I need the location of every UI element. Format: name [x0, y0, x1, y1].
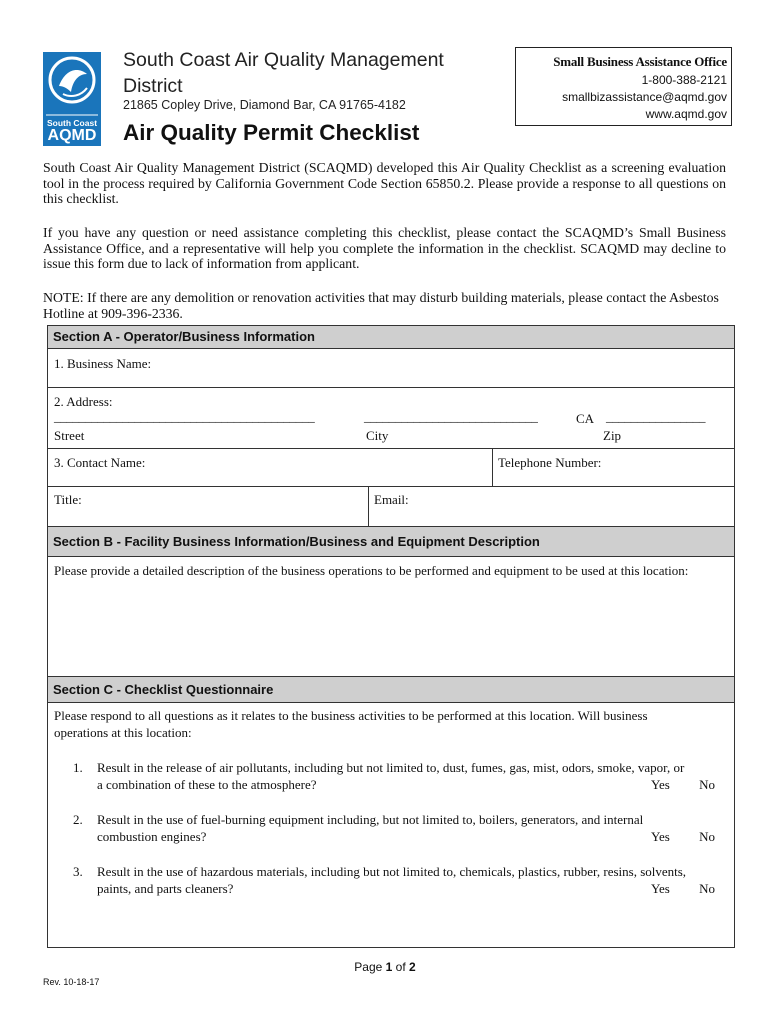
page-total: 2 — [409, 960, 416, 974]
question-3-number: 3. — [73, 864, 83, 879]
section-a-heading: Section A - Operator/Business Information — [48, 325, 734, 349]
page-word: Page — [354, 960, 383, 974]
divider — [48, 448, 734, 449]
page-of: of — [395, 960, 406, 974]
contact-name-label: 3. Contact Name: — [54, 455, 146, 470]
divider — [48, 387, 734, 388]
sba-website: www.aqmd.gov — [645, 107, 727, 121]
street-caption: Street — [54, 428, 85, 443]
zip-field[interactable]: ________________ — [606, 409, 706, 424]
divider — [492, 448, 493, 486]
city-field[interactable]: ____________________________ — [364, 409, 538, 424]
telephone-label: Telephone Number: — [498, 455, 602, 470]
document-title: Air Quality Permit Checklist — [123, 120, 420, 145]
contact-name-field[interactable] — [158, 450, 488, 482]
help-paragraph: If you have any question or need assistance completing this checklist, please contact the SCAQMD’s Small Business Assistance Office, and a representative will help you complete the information in the checklist. SCAQMD may decline to issue this form due to lack of information from applicant. — [43, 225, 726, 272]
title-label: Title: — [54, 492, 82, 507]
sba-title: Small Business Assistance Office — [553, 54, 727, 69]
question-3-text: Result in the use of hazardous materials, including but not limited to, chemicals, plastics, rubber, resins, solvents, — [97, 864, 687, 879]
divider — [368, 486, 369, 526]
divider — [48, 486, 734, 487]
question-2-text-cont: combustion engines? — [97, 829, 207, 844]
question-3-no[interactable]: No — [699, 881, 715, 896]
section-b-prompt: Please provide a detailed description of the business operations to be performed and equipment to be used at this location: — [54, 563, 689, 578]
page-number — [0, 960, 770, 974]
email-label: Email: — [374, 492, 409, 507]
business-name-field[interactable] — [188, 352, 728, 382]
section-c-heading: Section C - Checklist Questionnaire — [48, 676, 734, 703]
sba-phone: 1-800-388-2121 — [641, 73, 727, 87]
asbestos-note: NOTE: If there are any demolition or renovation activities that may disturb building materials, please contact the Asbestos Hotline at 909-396-2336. — [43, 290, 719, 321]
question-2-text: Result in the use of fuel-burning equipment including, but not limited to, boilers, generators, and internal — [97, 812, 644, 827]
business-name-label: 1. Business Name: — [54, 356, 152, 371]
org-name: South Coast Air Quality Management District — [123, 49, 444, 97]
question-2-yes[interactable]: Yes — [650, 829, 670, 844]
question-1-text-cont: a combination of these to the atmosphere? — [97, 777, 317, 792]
business-description-field[interactable] — [54, 582, 728, 674]
aqmd-logo — [43, 52, 101, 146]
zip-caption: Zip — [603, 428, 622, 443]
intro-paragraph: South Coast Air Quality Management District (SCAQMD) developed this Air Quality Checklist as a screening evaluation tool in the process required by California Government Code Section 65850.2. Please provide a response to all questions on this checklist. — [43, 160, 726, 207]
telephone-field[interactable] — [618, 450, 728, 482]
question-3-text-cont: paints, and parts cleaners? — [97, 881, 234, 896]
question-1-yes[interactable]: Yes — [650, 777, 670, 792]
page-current: 1 — [385, 960, 393, 974]
address-label: 2. Address: — [54, 394, 113, 409]
logo-text-aqmd: AQMD — [47, 127, 97, 144]
logo-text-south-coast: South Coast — [46, 118, 98, 128]
section-c-prompt: Please respond to all questions as it relates to the business activities to be performed at this location. Will business operations at this location: — [54, 708, 648, 740]
ca-label: CA — [576, 411, 595, 426]
revision-date: Rev. 10-18-17 — [43, 977, 100, 987]
question-1-number: 1. — [73, 760, 83, 775]
street-field[interactable]: __________________________________________ — [54, 409, 315, 424]
question-2-number: 2. — [73, 812, 83, 827]
email-field[interactable] — [418, 488, 728, 522]
city-caption: City — [366, 428, 389, 443]
question-2-no[interactable]: No — [699, 829, 715, 844]
section-b-heading: Section B - Facility Business Information/Business and Equipment Description — [48, 526, 734, 557]
sba-contact-box — [515, 47, 732, 126]
checklist-form — [47, 325, 735, 948]
question-1-text: Result in the release of air pollutants, including but not limited to, dust, fumes, gas, mist, odors, smoke, vapor, or — [97, 760, 685, 775]
question-3-yes[interactable]: Yes — [650, 881, 670, 896]
title-field[interactable] — [94, 488, 364, 522]
question-1-no[interactable]: No — [699, 777, 715, 792]
sba-email: smallbizassistance@aqmd.gov — [562, 90, 727, 104]
org-address: 21865 Copley Drive, Diamond Bar, CA 91765-4182 — [123, 98, 406, 112]
